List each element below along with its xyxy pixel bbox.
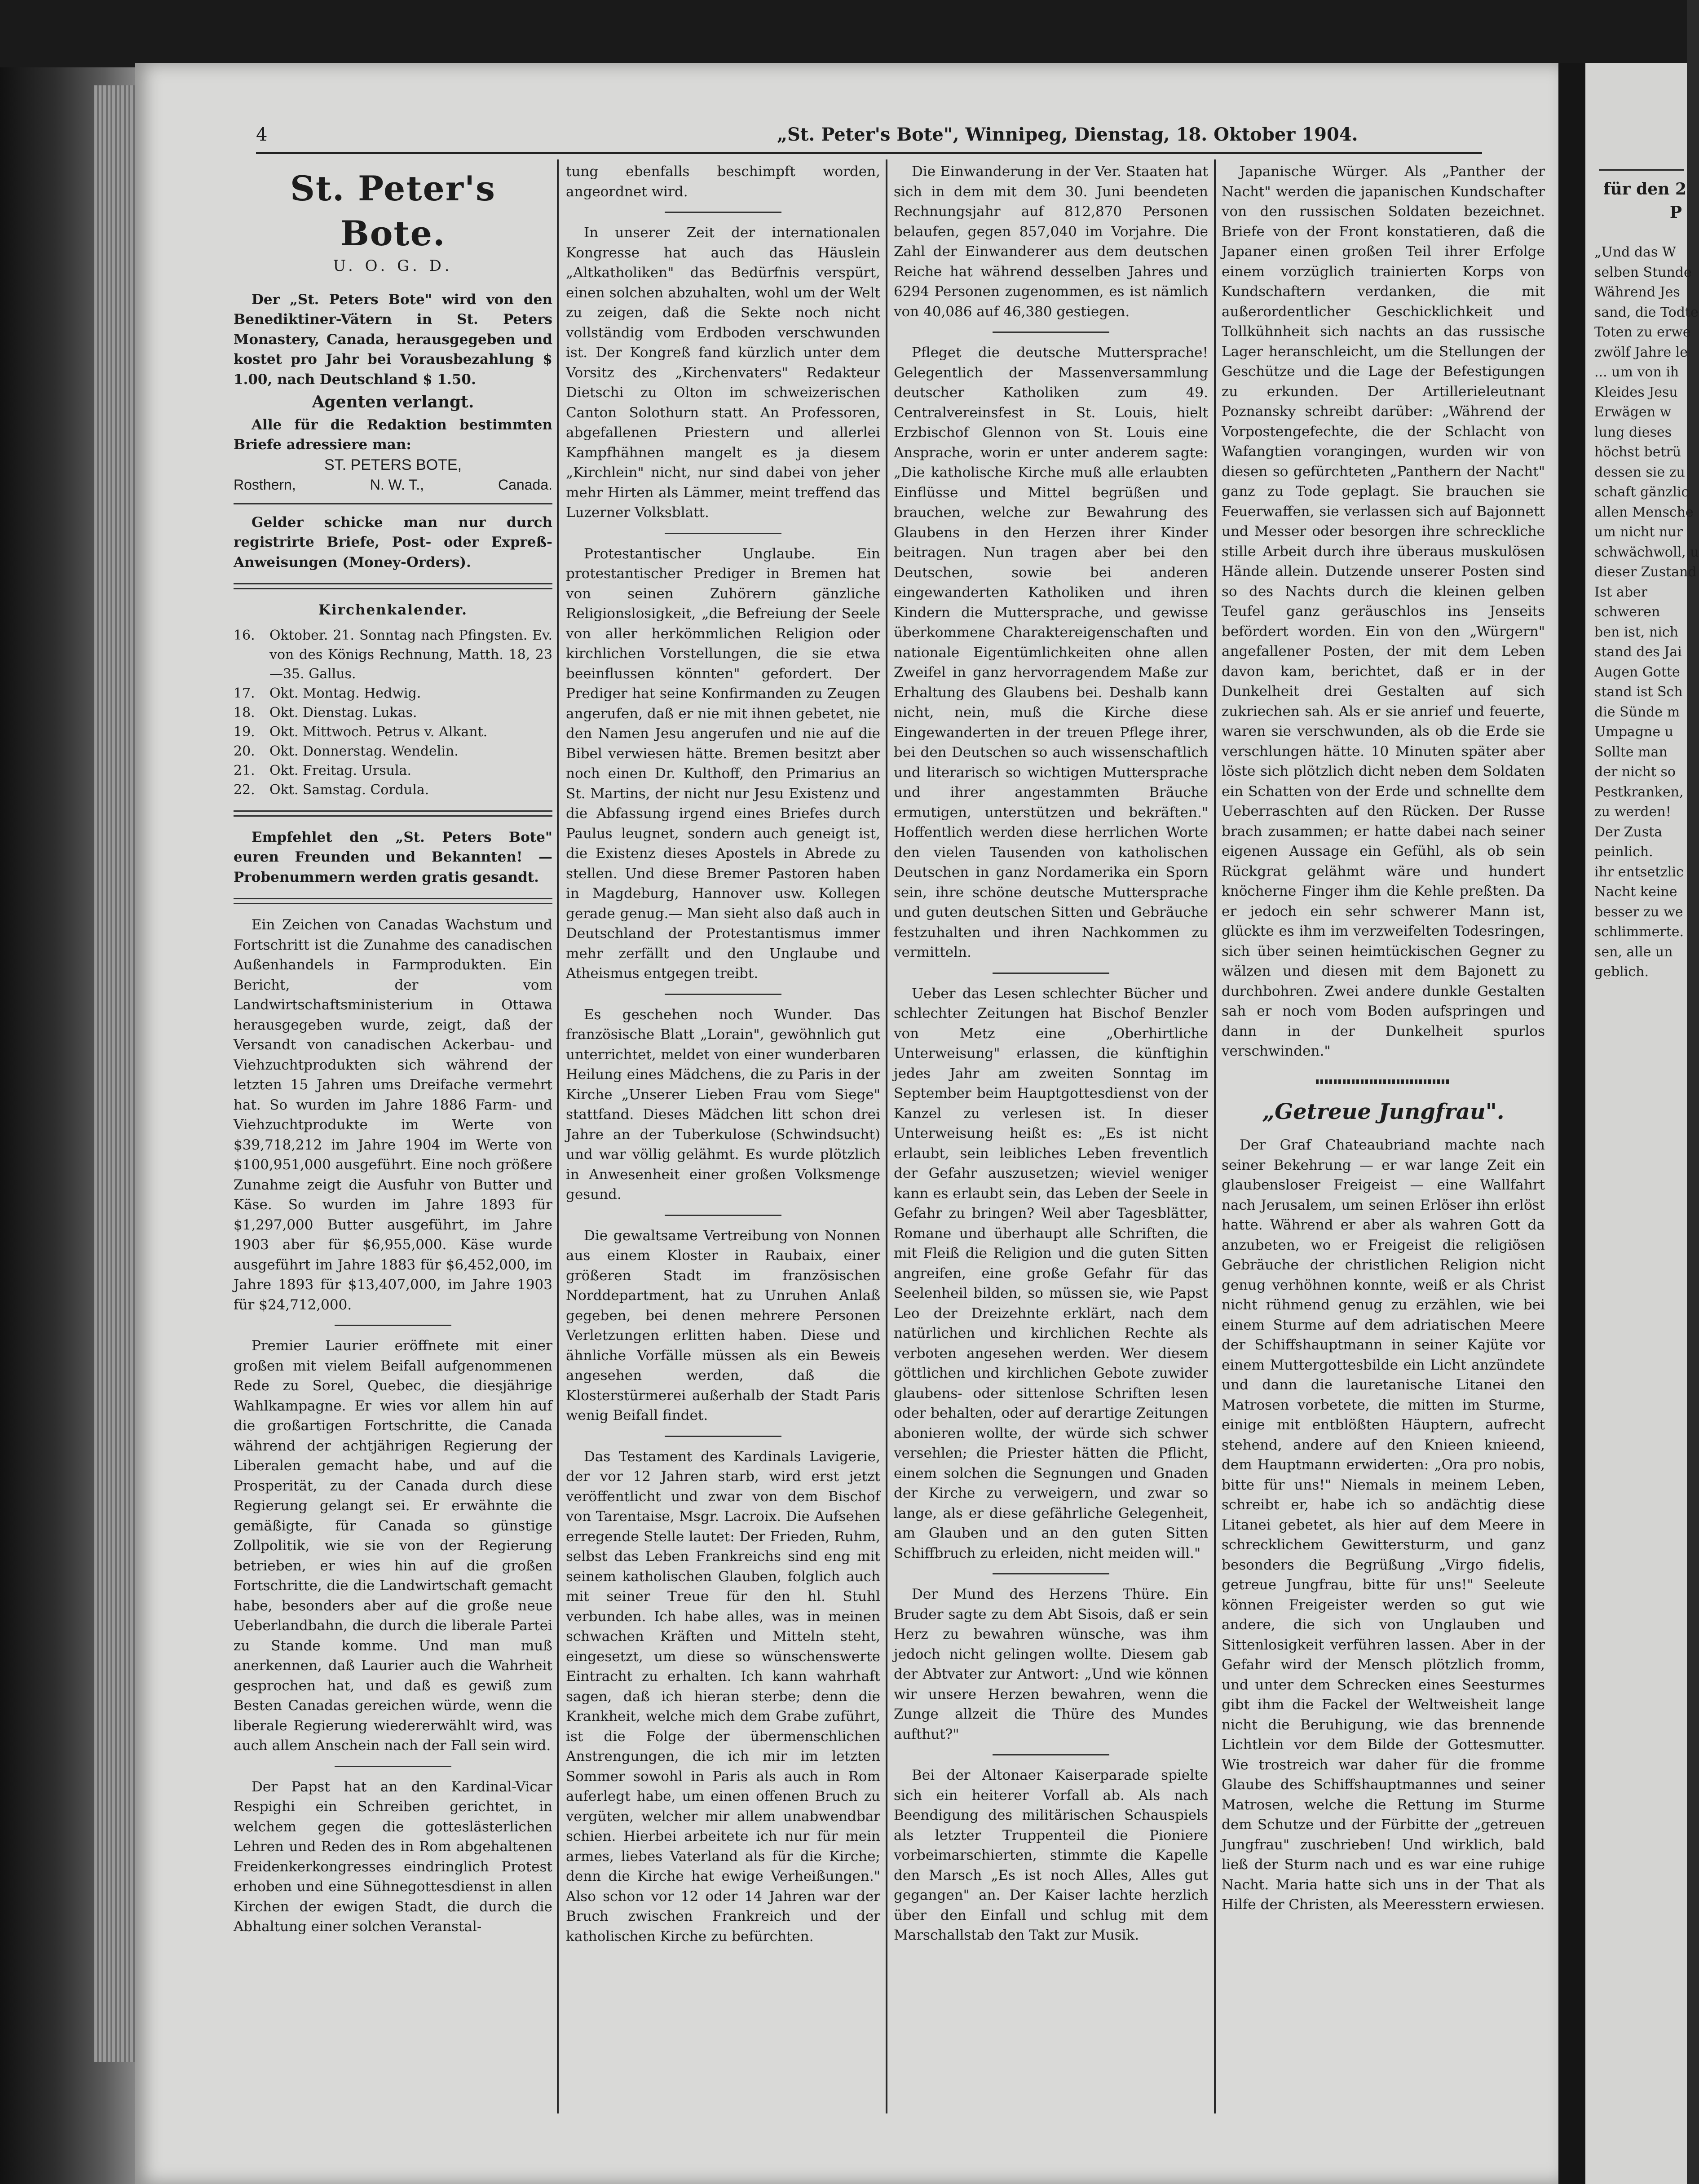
column-4 [1222, 162, 1545, 2093]
article-paragraph: Die gewaltsame Vertreibung von Nonnen aus einem Kloster in Raubaix, einer größeren Stadt im französischen Norddepartment, hat zu Unruhen Anlaß gegeben, bei denen mehrere Personen Verletzungen erlitten haben. Diese und ähnliche Vorfälle müssen als ein Beweis angesehen werden, daß die Klosterstürmerei außerhalb der Stadt Paris wenig Beifall findet. [566, 1227, 880, 1424]
facing-page-line: Erwägen w [1594, 404, 1672, 420]
address-place: Rosthern, [234, 477, 296, 493]
calendar-row: 21. Okt. Freitag. Ursula. [234, 762, 411, 778]
recommend-notice: Empfehlet den „St. Peters Bote" euren Freunden und Bekannten! — Probenummern werden gratis gesandt. [234, 829, 552, 885]
calendar-row: 16. Oktober. 21. Sonntag nach Pfingsten. Ev. von des Königs Rechnung, Matth. 18, 23—35. Gallus. [234, 627, 552, 682]
ornamental-rule [1316, 1079, 1451, 1084]
calendar-row: 22. Okt. Samstag. Cordula. [234, 782, 429, 798]
double-divider [234, 583, 552, 589]
masthead-subtitle: U. O. G. D. [333, 257, 453, 275]
double-divider [234, 810, 552, 817]
facing-page-heading: für den 2 P [1603, 180, 1686, 222]
address-note: Alle für die Redaktion bestimmten Briefe adressiere man: [234, 416, 552, 453]
calendar-title: Kirchenkalender. [318, 602, 468, 618]
scan-top-margin [0, 0, 1687, 67]
facing-page-line: schaft gänzlic [1594, 484, 1689, 500]
facing-page-line: schweren [1594, 604, 1660, 620]
divider [993, 973, 1109, 974]
facing-page-line: Augen Gotte [1594, 664, 1680, 680]
divider [234, 503, 552, 504]
facing-page-line: Nacht keine [1594, 884, 1677, 900]
column-rule [1214, 159, 1216, 2113]
running-title: „St. Peter's Bote", Winnipeg, Dienstag, 18. Oktober 1904. [777, 124, 1358, 145]
facing-page-line: Toten zu erwe [1594, 324, 1691, 340]
facing-page-line: der nicht so [1594, 764, 1676, 780]
agents-wanted: Agenten verlangt. [312, 393, 474, 411]
address-region: N. W. T., [370, 477, 424, 493]
facing-page-line: peinlich. [1594, 844, 1653, 860]
facing-page-line: „Und das W [1594, 244, 1676, 260]
masthead-title: St. Peter's Bote. [290, 168, 496, 253]
article-paragraph: Ein Zeichen von Canadas Wachstum und Fortschritt ist die Zunahme des canadischen Außenhandels in Farmprodukten. Ein Bericht, der vom Landwirtschaftsministerium in Ottawa herausgegeben wurde, zeigt, daß der Versandt von canadischen Ackerbau- und Viehzuchtprodukten sich während der letzten 15 Jahren ums Dreifache vermehrt hat. So wurden im Jahre 1886 Farm- und Viehzuchtprodukte im Werte von $39,718,212 im Jahre 1904 im Werte von $100,951,000 ausgeführt. Eine noch größere Zunahme zeigt die Ausfuhr von Butter und Käse. So wurden im Jahre 1893 für $1,297,000 Butter ausgeführt, im Jahre 1903 aber für $6,955,000. Käse wurde ausgeführt im Jahre 1883 für $6,452,000, im Jahre 1893 für $13,407,000, im Jahre 1903 für $24,712,000. [234, 917, 552, 1313]
facing-page-line: höchst betrü [1594, 444, 1681, 460]
facing-page-line: ihr entsetzlic [1594, 864, 1684, 880]
article-paragraph: Ueber das Lesen schlechter Bücher und schlechter Zeitungen hat Bischof Benzler von Metz eine „Oberhirtliche Unterweisung" erlassen, die künftighin jedes Jahr am zweiten Sonntag im September beim Hauptgottesdienst von der Kanzel zu verlesen ist. In dieser Unterweisung heißt es: „Es ist nicht erlaubt, sein leibliches Leben freventlich der Gefahr auszusetzen; wieviel weniger kann es erlaubt sein, das Leben der Seele in Gefahr zu bringen? Weil aber Tagesblätter, Romane und überhaupt alle Schriften, die mit Fleiß die Religion und die guten Sitten angreifen, eine große Gefahr für das Seelenheil bilden, so müssen sie, wie Papst Leo der Dreizehnte erklärt, nach dem natürlichen und kirchlichen Rechte als verboten angesehen werden. Wer diesem göttlichen und kirchlichen Gebote zuwider glaubens- oder sittenlose Schriften lesen oder behalten, oder auf derartige Zeitungen abonieren wollte, der würde sich schwer versehlen; die Priester hätten die Pflicht, einem solchen die Segnungen und Gnaden der Kirche zu verweigern, und zwar so lange, als er diese gefährliche Gelegenheit, am Glauben und an den guten Sitten Schiffbruch zu erleiden, nicht meiden will." [894, 985, 1208, 1561]
column-2 [566, 162, 880, 2093]
facing-page-line: Während Jes [1594, 284, 1680, 300]
article-paragraph: Die Einwanderung in der Ver. Staaten hat sich in dem mit dem 30. Juni beendeten Rechnungsjahr auf 812,870 Personen belaufen, gegen 857,040 im Vorjahre. Die Zahl der Einwanderer aus dem deutschen Reiche hat während desselben Jahres und 6294 Personen zugenommen, es ist nämlich von 40,086 auf 46,380 gestiegen. [894, 164, 1208, 320]
divider [665, 1436, 781, 1437]
facing-page-line: zu werden! [1594, 804, 1671, 820]
divider [665, 212, 781, 213]
divider [335, 1766, 451, 1767]
facing-page-line: stand ist Sch [1594, 684, 1683, 700]
facing-page-line: Umpagne u [1594, 724, 1673, 740]
column-rule [557, 159, 559, 2113]
money-note: Gelder schicke man nur durch registrirte Briefe, Post- oder Expreß-Anweisungen (Money-Orders). [234, 514, 552, 570]
facing-page-line: zwölf Jahre le [1594, 344, 1688, 360]
divider [993, 332, 1109, 333]
facing-page-line: besser zu we [1594, 904, 1683, 920]
facing-page-line: geblich. [1594, 964, 1649, 980]
facing-page-line: dessen sie zu [1594, 464, 1685, 480]
column-3 [894, 162, 1208, 2093]
facing-page-line: schwächwoll, u [1594, 544, 1699, 560]
article-paragraph: Der Graf Chateaubriand machte nach seiner Bekehrung — er war lange Zeit ein glaubensloser Freigeist — eine Wallfahrt nach Jerusalem, um seinen Erlöser ihn erlöst hatte. Während er aber als wahren Gott da anzubeten, wo er Freigeist die religiösen Gebräuche der christlichen Religion nicht genug verhöhnen konnte, weiß er als Christ nicht rühmend genug zu erzählen, wie bei einem Sturme auf dem adriatischen Meere der Schiffshauptmann in seiner Kajüte vor einem Muttergottesbilde ein Licht anzündete und dann die lauretanische Litanei den Matrosen vorbetete, die mitten im Sturme, einige mit entblößten Häuptern, aufrecht stehend, andere auf den Knieen knieend, dem Hauptmann erwiderten: „Ora pro nobis, bitte für uns!" Niemals in meinem Leben, schreibt er, habe ich so andächtig diese Litanei gebetet, als hier auf dem Meere in schrecklichem Gewittersturm, und ganz besonders die Begrüßung „Virgo fidelis, getreue Jungfrau, bitte für uns!" Seeleute können Freigeister werden so gut wie andere, die sich von Unglauben und Sittenlosigkeit verführen lassen. Aber in der Gefahr wird der Mensch plötzlich fromm, und unter dem Schrecken eines Seesturmes gibt ihm die Fackel der Weltweisheit lange nicht die Beruhigung, wie das brennende Lichtlein vor dem Bilde der Gottesmutter. Wie trostreich war daher für die fromme Glaube des Schiffshauptmannes und seiner Matrosen, welche die Rettung im Sturme dem Schutze und der Fürbitte der „getreuen Jungfrau" zuschrieben! Und wirklich, bald ließ der Sturm nach und es war eine ruhige Nacht. Maria hatte sich uns in der That als Hilfe der Christen, als Meeresstern erwiesen. [1222, 1137, 1545, 1913]
article-paragraph: Protestantischer Unglaube. Ein protestantischer Prediger in Bremen hat von seinen Zuhörern gänzliche Religionslosigkeit, „die Befreiung der Seele von aller herkömmlichen Religion oder kirchlichen Vorstellungen, die sie etwa beeinflussen könnten" gefordert. Der Prediger hat seine Konfirmanden zu Zeugen angerufen, daß er nie mit ihnen gebetet, nie den Namen Jesu angerufen und nie auf die Bibel verwiesen hätte. Bremen besitzt aber noch einen Dr. Kulthoff, den Primarius an St. Martins, der nicht nur Jesu Existenz und die Abfassung irgend eines Briefes durch Paulus leugnet, sondern auch geneigt ist, die Existenz dieses Apostels in Abrede zu stellen. Und diese Bremer Pastoren haben in Magdeburg, Hannover usw. Kollegen gerade genug.— Man sieht also daß auch in Deutschland der Protestantismus immer mehr zerfällt und den Unglaube und Atheismus entgegen treibt. [566, 545, 880, 981]
newspaper-page [135, 63, 1558, 2184]
gutter-shadow [1558, 63, 1585, 2184]
divider [993, 1573, 1109, 1574]
church-calendar [234, 626, 552, 800]
facing-page-line: Kleides Jesu [1594, 384, 1678, 400]
article-paragraph: Premier Laurier eröffnete mit einer großen mit vielem Beifall aufgenommenen Rede zu Sorel, Quebec, die diesjährige Wahlkampagne. Er wies vor allem hin auf die großartigen Fortschritte, die Canada während der achtjährigen Regierung der Liberalen gemacht habe, und auf die Prosperität, zu der Canada durch diese Regierung gelangt sei. Er erwähnte die gemäßigte, für Canada so günstige Zollpolitik, wie sie von der Regierung betrieben, er wies hin auf die großen Fortschritte, die die Landwirtschaft gemacht habe, besonders aber auf die große neue Ueberlandbahn, die durch die liberale Partei zu Stande komme. Und man muß anerkennen, daß Laurier auch die Wahrheit gesprochen hat, und daß es gewiß zum Besten Canadas gereichen würde, wenn die liberale Regierung wiedererwählt wird, was auch allem Anschein nach der Fall sein wird. [234, 1338, 552, 1754]
divider [1599, 169, 1684, 171]
column-rule [886, 159, 887, 2113]
divider [335, 1325, 451, 1326]
facing-page-line: stand des Jai [1594, 644, 1682, 660]
calendar-row: 17. Okt. Montag. Hedwig. [234, 685, 421, 701]
facing-page-line: selben Stunde [1594, 264, 1692, 280]
facing-page-line: lung dieses [1594, 424, 1672, 440]
page-header [256, 120, 1482, 154]
facing-page-line: dieser Zustand [1594, 564, 1697, 580]
article-paragraph: Bei der Altonaer Kaiserparade spielte sich ein heiterer Vorfall ab. Als nach Beendigung des militärischen Schauspiels als letzter Truppenteil die Pioniere vorbeimarschierten, stimmte die Kapelle den Marsch „Es ist noch Alles, Alles gut gegangen" an. Der Kaiser lachte herzlich über den Einfall und schlug mit dem Marschallstab den Takt zur Musik. [894, 1767, 1208, 1943]
facing-page-line: sand, die Todte [1594, 304, 1699, 320]
divider [665, 994, 781, 995]
article-paragraph: tung ebenfalls beschimpft worden, angeordnet wird. [566, 164, 880, 200]
address-line [234, 475, 552, 495]
masthead-intro: Der „St. Peters Bote" wird von den Benediktiner-Vätern in St. Peters Monastery, Canada, herausgegeben und kostet pro Jahr bei Vorausbezahlung $ 1.00, nach Deutschland $ 1.50. [234, 291, 552, 388]
facing-page-line: ... um von ih [1594, 364, 1679, 380]
page-number: 4 [256, 124, 268, 145]
article-paragraph: Der Papst hat an den Kardinal-Vicar Respighi ein Schreiben gerichtet, in welchem gegen die gotteslästerlichen Lehren und Reden des in Rom abgehaltenen Freidenkerkongresses eindringlich Protest erhoben und eine Sühnegottesdienst in allen Kirchen der ewigen Stadt, die durch die Abhaltung einer solchen Veranstal- [234, 1778, 552, 1935]
facing-page-fragment [1585, 63, 1699, 2184]
facing-page-line: Ist aber [1594, 584, 1648, 600]
column-1 [234, 162, 552, 2093]
article-paragraph: Pfleget die deutsche Muttersprache! Gelegentlich der Massenversammlung deutscher Katholiken zum 49. Centralvereinsfest in St. Louis, hielt Erzbischof Glennon von St. Louis eine Ansprache, worin er unter anderem sagte: „Die katholische Kirche muß alle erlaubten Einflüsse und Mittel begrüßen und brauchen, welche zur Bewahrung des Glaubens in den Herzen ihrer Kinder beitragen. Nun tragen aber bei den Deutschen, sowie bei anderen eingewanderten Katholiken und ihren Kindern die Muttersprache, und gewisse überkommene Charaktereigenschaften und nationale Eigentümlichkeiten ohne allen Zweifel in ganz hervorragendem Maße zur Erhaltung des Glaubens bei. Deshalb kann nicht, nein, muß die Kirche diese Eingewanderten in der treuen Pflege ihrer, bei den Deutschen so auch wissenschaftlich und literarisch so wichtigen Muttersprache und ihrer angestammten Bräuche ermutigen, unterstützen und bekräften." Hoffentlich werden diese herrlichen Worte den vielen Tausenden von katholischen Deutschen in ganz Nordamerika ein Sporn sein, ihre schöne deutsche Muttersprache und guten deutschen Sitten und Gebräuche festzuhalten und ihren Nachkommen zu vermitteln. [894, 345, 1208, 960]
facing-page-line: Pestkranken, [1594, 784, 1684, 800]
calendar-row: 20. Okt. Donnerstag. Wendelin. [234, 743, 459, 759]
facing-page-line: um nicht nur [1594, 524, 1683, 540]
facing-page-line: ben ist, nich [1594, 624, 1678, 640]
address-name: ST. PETERS BOTE, [324, 456, 462, 473]
facing-page-line: schlimmerte. [1594, 924, 1684, 940]
article-paragraph: Japanische Würger. Als „Panther der Nacht" werden die japanischen Kundschafter von den russischen Soldaten bezeichnet. Briefe von der Front konstatieren, daß die Japaner einen großen Teil ihrer Erfolge einem vorzüglich trainierten Korps von Kundschaftern verdanken, die mit außerordentlicher Geschicklichkeit und Tollkühnheit sich nachts an das russische Lager heranschleicht, um die Stellungen der Geschütze und die Lage der Befestigungen zu erkunden. Der Artillerieleutnant Poznansky schreibt darüber: „Während der Vorpostengefechte, die der Schlacht von Wafangtien vorangingen, wurden wir von diesen so gefürchteten „Panthern der Nacht" ganz zu Tode geplagt. Sie brauchen sie Feuerwaffen, sie verlassen sich auf Bajonnett und Messer oder besorgen ihre schreckliche stille Arbeit durch ihre überaus muskulösen Hände allein. Dutzende unserer Posten sind so des Nachts durch die kleinen gelben Teufel ganz geräuschlos ins Jenseits befördert worden. Ein von den „Würgern" angefallener Posten, der mit dem Leben davon kam, berichtet, daß er in der Dunkelheit drei Gestalten auf sich zukriechen sah. Als er sie anrief und feuerte, waren sie verschwunden, als ob die Erde sie verschlungen hätte. 10 Minuten später aber löste sich plötzlich dicht neben dem Soldaten ein Schatten von der Erde und schnellte dem Ueberraschten auf den Rücken. Der Russe brach zusammen; er hatte dabei nach seiner eigenen Aussage ein Gefühl, als ob sein Rückgrat gelähmt wäre und hundert knöcherne Finger ihm die Kehle preßten. Da er jedoch ein sehr schwerer Mann ist, glückte es ihm im verzweifelten Todesringen, sich über seinen heimtückischen Gegner zu wälzen und diesen mit dem Bajonett zu durchbohren. Zwei andere dunkle Gestalten sah er noch vom Boden aufspringen und dann in der Dunkelheit spurlos verschwinden." [1222, 164, 1545, 1059]
facing-page-text [1594, 243, 1699, 982]
article-paragraph: In unserer Zeit der internationalen Kongresse hat auch das Häuslein „Altkatholiken" das Bedürfnis verspürt, einen solchen abzuhalten, wohl um der Welt zu zeigen, daß die Sekte noch nicht vollständig vom Erdboden verschwunden ist. Der Kongreß fand kürzlich unter dem Vorsitz des „Kirchenvaters" Redakteur Dietschi zu Olton im schweizerischen Canton Solothurn statt. An Professoren, abgefallenen Priestern und allerlei Kampfhähnen mangelt es ja diesem „Kirchlein" nicht, nur sind dabei von jeher mehr Hirten als Lämmer, meint treffend das Luzerner Volksblatt. [566, 225, 880, 521]
article-paragraph: Das Testament des Kardinals Lavigerie, der vor 12 Jahren starb, wird erst jetzt veröffentlicht und zwar von dem Bischof von Tarentaise, Msgr. Lacroix. Die Aufsehen erregende Stelle lautet: Der Frieden, Ruhm, selbst das Leben Frankreichs sind eng mit seinem katholischen Glauben, folglich auch mit seiner Treue für den hl. Stuhl verbunden. Ich habe alles, was in meinen schwachen Kräften und Mitteln steht, eingesetzt, um diese so wünschenswerte Eintracht zu erhalten. Ich kann wahrhaft sagen, daß ich hieran sterbe; denn die Krankheit, welche mich dem Grabe zuführt, ist die Folge der übermenschlichen Anstrengungen, die ich mir im letzten Sommer sowohl in Paris als auch in Rom auferlegt habe, um einen offenen Bruch zu vergüten, welcher mir allem unabwendbar schien. Hierbei arbeitete ich nur für mein armes, liebes Vaterland als für die Kirche; denn die Kirche hat ewige Verheißungen." Also schon vor 12 oder 14 Jahren war der Bruch zwischen Frankreich und der katholischen Kirche zu befürchten. [566, 1448, 880, 1945]
facing-page-line: Sollte man [1594, 744, 1668, 760]
double-divider [234, 898, 552, 904]
facing-page-line: die Sünde m [1594, 704, 1680, 720]
divider [665, 533, 781, 534]
divider [665, 1215, 781, 1216]
article-paragraph: Es geschehen noch Wunder. Das französische Blatt „Lorain", gewöhnlich gut unterrichtet, meldet von einer wunderbaren Heilung eines Mädchens, die zu Paris in der Kirche „Unserer Lieben Frau vom Siege" stattfand. Dieses Mädchen litt schon drei Jahre an der Tuberkulose (Schwindsucht) und war völlig gelähmt. Es wurde plötzlich in Anwesenheit einer großen Volksmenge gesund. [566, 1006, 880, 1203]
divider [993, 1754, 1109, 1755]
calendar-row: 19. Okt. Mittwoch. Petrus v. Alkant. [234, 724, 488, 740]
address-country: Canada. [498, 477, 552, 493]
article-paragraph: Der Mund des Herzens Thüre. Ein Bruder sagte zu dem Abt Sisois, daß er sein Herz zu bewahren wünsche, was ihm jedoch nicht gelingen wollte. Diesem gab der Abtvater zur Antwort: „Und wie können wir unsere Herzen bewahren, wenn die Zunge allzeit die Thüre des Mundes aufthut?" [894, 1586, 1208, 1742]
calendar-row: 18. Okt. Dienstag. Lukas. [234, 704, 417, 721]
facing-page-line: Der Zusta [1594, 824, 1663, 840]
facing-page-line: sen, alle un [1594, 944, 1673, 960]
facing-page-line: allen Mensche [1594, 504, 1694, 520]
article-heading: „Getreue Jungfrau". [1262, 1099, 1505, 1124]
article-heading-block [1222, 1079, 1545, 1125]
